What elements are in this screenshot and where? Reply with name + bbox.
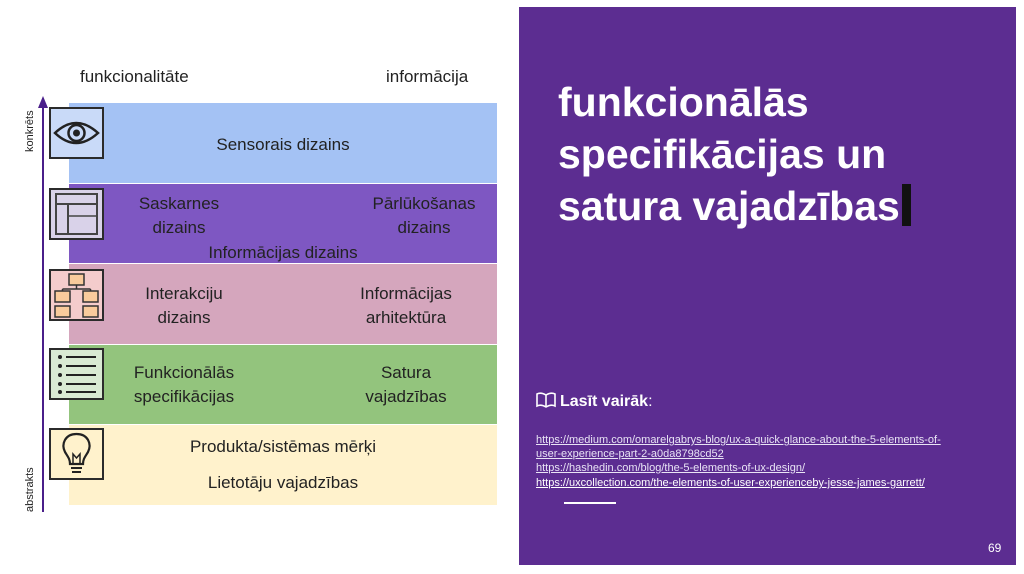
layer-skeleton [69, 184, 497, 263]
layer-strategy [69, 425, 497, 505]
page-number: 69 [988, 541, 1002, 555]
layout-icon [49, 188, 104, 240]
layer-label-product-objectives: Produkta/sistēmas mērķi [189, 437, 377, 456]
layer-label-information-design: Informācijas dizains [208, 243, 358, 262]
link-medium-continued[interactable]: user-experience-part-2-a0da8798cd52 [536, 448, 724, 460]
layer-label-sensory: Sensorais dizains [216, 135, 350, 154]
layer-label-interaction-design: Interakciju dizains [145, 284, 223, 327]
layer-sensory [69, 103, 497, 183]
lightbulb-icon [49, 428, 104, 480]
title-line-2: specifikācijas un [558, 131, 887, 177]
link-medium[interactable]: https://medium.com/omarelgabrys-blog/ux-a-quick-glance-about-the-5-elements-of- [536, 434, 941, 446]
panel-title [558, 76, 978, 232]
layer-label-information-architecture: Informācijas arhitektūra [360, 284, 452, 327]
layer-label-interface-design: Saskarnes dizains [138, 194, 220, 237]
layer-label-user-needs: Lietotāju vajadzības [207, 473, 359, 492]
link-uxcollection[interactable]: https://uxcollection.com/the-elements-of-user-experienceby-jesse-james-garrett/ [536, 477, 925, 489]
read-more-colon: : [648, 393, 653, 410]
read-more-heading [536, 392, 653, 411]
layer-label-functional-specs: Funkcionālās specifikācijas [133, 363, 235, 406]
axis-label-concrete: konkrēts [24, 110, 36, 152]
title-line-3: satura vajadzības [558, 183, 900, 229]
layer-label-content-requirements: Satura vajadzības [365, 363, 447, 406]
divider-line [564, 502, 616, 504]
book-icon [536, 392, 556, 408]
eye-icon [49, 107, 104, 159]
read-more-label: Lasīt vairāk [560, 393, 649, 410]
link-hashedin[interactable]: https://hashedin.com/blog/the-5-elements-of-ux-design/ [536, 462, 806, 474]
title-line-1: funkcionālās [558, 79, 809, 125]
layer-structure [69, 264, 497, 344]
sitemap-icon [49, 269, 104, 321]
column-label-functionality: funkcionalitāte [80, 67, 189, 86]
axis-arrow [36, 96, 50, 516]
list-icon [49, 348, 104, 400]
axis-label-abstract: abstrakts [24, 467, 36, 512]
column-label-information: informācija [386, 67, 469, 86]
text-cursor [902, 184, 911, 226]
layer-scope [69, 345, 497, 424]
layer-label-navigation-design: Pārlūkošanas dizains [372, 194, 476, 237]
